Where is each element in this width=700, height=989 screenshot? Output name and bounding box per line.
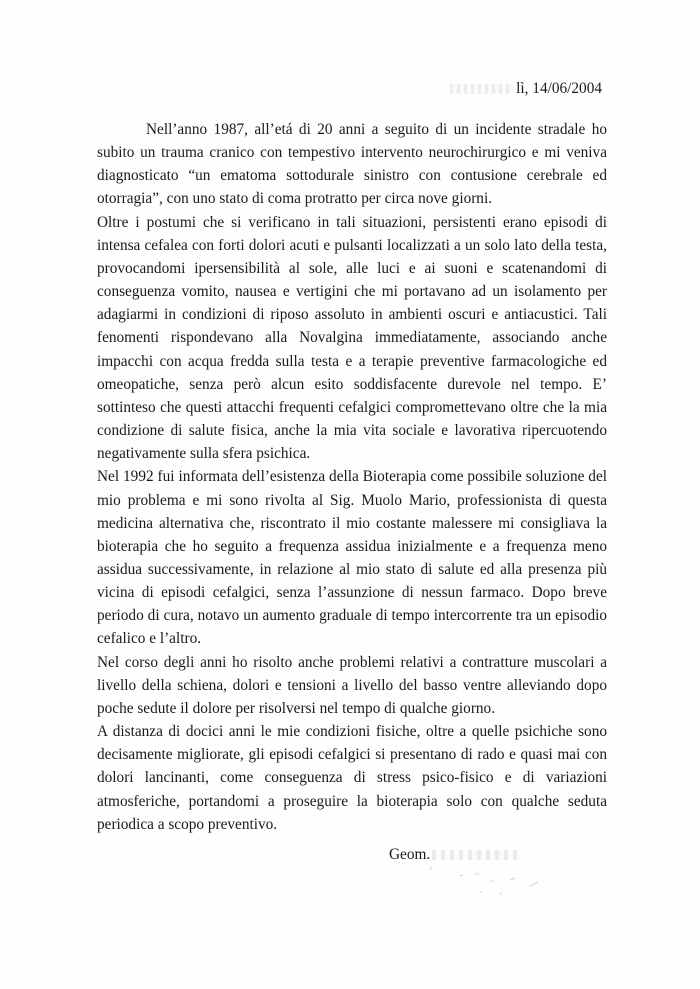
paragraph-symptoms: Oltre i postumi che si verificano in tali situazioni, persistenti erano episodi di intensa cefalea con forti dolori acuti e pulsanti localizzati a un solo lato della testa, provocandomi ipersensibilità al sole, alle luci e ai suoni e scatenandomi di conseguenza vomito, nausea e vertigini che mi portavano ad un isolamento per adagiarmi in condizioni di riposo assoluto in ambienti oscuri e antiacustici. Tali fenomenti rispondevano alla Novalgina immediatamente, associando anche impacchi con acqua fredda sulla testa e a terapie preventive farmacologiche ed omeopatiche, senza però alcun esito soddisfacente durevole nel tempo. E’ sottinteso che questi attacchi frequenti cefalgici compromettevano oltre che la mia condizione di salute fisica, anche la mia vita sociale e lavorativa ripercuotendo negativamente sulla sfera psichica. (97, 213, 607, 463)
redacted-signature-icon (420, 862, 560, 902)
signature-title: Geom. (389, 846, 431, 863)
redacted-signer-name (432, 850, 522, 860)
date-text: lì, 14/06/2004 (516, 80, 602, 97)
paragraph-bioterapia: Nel 1992 fui informata dell’esistenza della Bioterapia come possibile soluzione del mio problema e mi sono rivolta al Sig. Muolo Mario, professionista di questa medicina alternativa che, riscontrato il mio costante malessere mi consigliava la bioterapia che ho seguito a frequenza assidua inizialmente e a frequenza meno assidua successivamente, in relazione al mio stato di salute ed alla presenza più vicina di episodi cefalgici, senza l’assunzione di nessun farmaco. Dopo breve periodo di cura, notavo un aumento graduale di tempo intercorrente tra un episodio cefalico e l’altro. (97, 468, 607, 648)
redacted-place-name (450, 84, 512, 94)
paragraph-other-problems: Nel corso degli anni ho risolto anche problemi relativi a contratture muscolari a livello della schiena, dolori e tensioni a livello del basso ventre alleviando dopo poche sedute il dolore per risolversi nel tempo di qualche giorno. (97, 653, 607, 717)
paragraph-conclusion: A distanza di docici anni le mie condizioni fisiche, oltre a quelle psichiche sono decisamente migliorate, gli episodi cefalgici si presentano di rado e quasi mai con dolori lancinanti, come conseguenza di stress psico-fisico e di variazioni atmosferiche, portandomi a proseguire la bioterapia solo con qualche seduta periodica a scopo preventivo. (97, 723, 607, 833)
letter-body (97, 118, 607, 836)
dateline (450, 79, 602, 99)
paragraph-accident: Nell’anno 1987, all’etá di 20 anni a seguito di un incidente stradale ho subito un trauma cranico con tempestivo intervento neurochirurgico e mi veniva diagnosticato “un ematoma sottodurale sinistro con contusione cerebrale ed otorragia”, con uno stato di coma protratto per circa nove giorni. (97, 121, 607, 208)
